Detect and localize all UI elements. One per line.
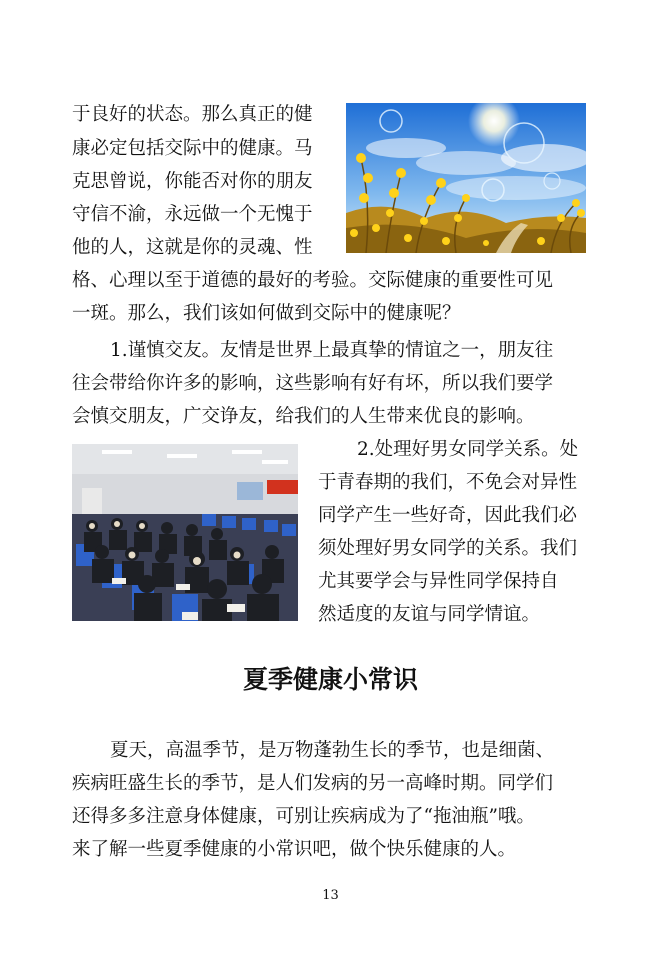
para2-line-2: 往会带给你许多的影响，这些影响有好有坏，所以我们要学	[72, 373, 554, 394]
para3-line-2: 于青春期的我们，不免会对异性	[318, 472, 578, 493]
para2-line-1: 1.谨慎交友。友情是世界上最真挚的情谊之一，朋友往	[110, 340, 554, 361]
classroom-illustration	[72, 444, 298, 621]
para3-line-6: 然适度的友谊与同学情谊。	[318, 604, 541, 625]
flower-sky-illustration	[346, 103, 586, 253]
para1-line-6: 格、心理以至于道德的最好的考验。交际健康的重要性可见	[72, 270, 554, 291]
para2-line-3: 会慎交朋友，广交诤友，给我们的人生带来优良的影响。	[72, 406, 535, 427]
classroom-students-photo	[72, 444, 298, 621]
para4-line-4: 来了解一些夏季健康的小常识吧，做个快乐健康的人。	[72, 839, 517, 860]
para1-line-3: 克思曾说，你能否对你的朋友	[72, 171, 313, 192]
flower-sky-photo	[346, 103, 586, 253]
para1-line-5: 他的人，这就是你的灵魂、性	[72, 237, 313, 258]
para4-line-2: 疾病旺盛生长的季节，是人们发病的另一高峰时期。同学们	[72, 773, 554, 794]
para4-line-3: 还得多多注意身体健康，可别让疾病成为了“拖油瓶”哦。	[72, 806, 535, 827]
para3-line-1: 2.处理好男女同学关系。处	[357, 439, 579, 460]
para1-line-1: 于良好的状态。那么真正的健	[72, 104, 313, 125]
section-title: 夏季健康小常识	[242, 665, 418, 694]
page-number: 13	[322, 888, 339, 903]
para4-line-1: 夏天，高温季节，是万物蓬勃生长的季节，也是细菌、	[110, 740, 555, 761]
para3-line-3: 同学产生一些好奇，因此我们必	[318, 505, 578, 526]
para1-line-2: 康必定包括交际中的健康。马	[72, 138, 313, 159]
para3-line-5: 尤其要学会与异性同学保持自	[318, 571, 559, 592]
para3-line-4: 须处理好男女同学的关系。我们	[318, 538, 578, 559]
para1-line-7: 一斑。那么，我们该如何做到交际中的健康呢？	[72, 303, 461, 324]
para1-line-4: 守信不渝，永远做一个无愧于	[72, 204, 313, 225]
